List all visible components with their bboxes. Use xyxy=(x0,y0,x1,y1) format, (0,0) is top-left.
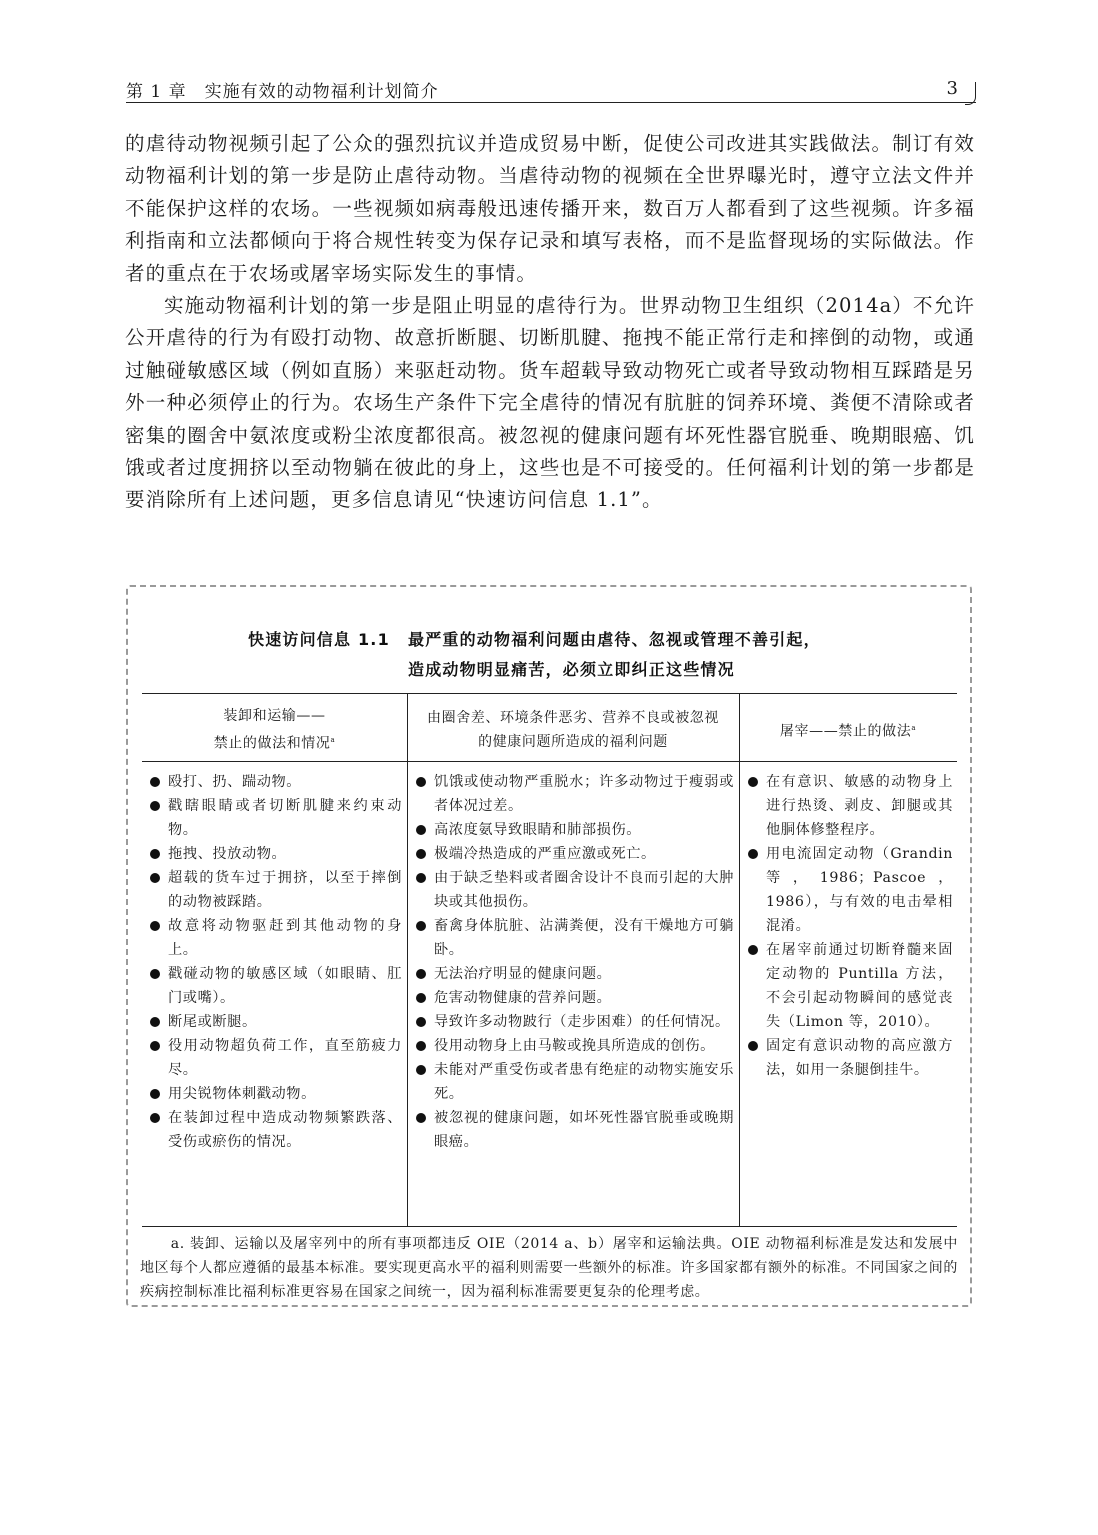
list-item xyxy=(742,842,953,938)
list-item-text: 危害动物健康的营养问题。 xyxy=(434,990,612,1006)
list-item xyxy=(144,866,402,914)
list-item xyxy=(742,938,953,1034)
chapter-title: 第 1 章 实施有效的动物福利计划简介 xyxy=(126,82,439,102)
bullet-icon xyxy=(748,777,758,787)
welfare-table xyxy=(142,693,957,1227)
column-header-slaughter xyxy=(739,702,957,758)
list-item-text: 役用动物超负荷工作，直至筋疲力尽。 xyxy=(168,1038,402,1078)
bullet-icon xyxy=(416,969,426,979)
bullet-icon xyxy=(416,1041,426,1051)
bullet-icon xyxy=(416,1065,426,1075)
list-item-text: 在屠宰前通过切断脊髓来固定动物的 Puntilla 方法，不会引起动物瞬间的感觉丧失（Limon 等，2010）。 xyxy=(766,942,953,1030)
list-item-text: 役用动物身上由马鞍或挽具所造成的创伤。 xyxy=(434,1038,715,1054)
list-item-text: 用尖锐物体刺戳动物。 xyxy=(168,1086,316,1102)
list-item-text: 无法治疗明显的健康问题。 xyxy=(434,966,612,982)
bullet-icon xyxy=(416,777,426,787)
footnote-marker: a xyxy=(911,724,917,733)
list-item-text: 被忽视的健康问题，如坏死性器官脱垂或晚期眼癌。 xyxy=(434,1110,734,1150)
box-title xyxy=(248,625,948,685)
bullet-icon xyxy=(150,849,160,859)
list-item xyxy=(410,962,734,986)
bullet-icon xyxy=(416,825,426,835)
list-item xyxy=(144,794,402,842)
header-corner-decoration xyxy=(965,82,976,105)
list-item xyxy=(742,1034,953,1082)
paragraph-1: 的虐待动物视频引起了公众的强烈抗议并造成贸易中断，促使公司改进其实践做法。制订有效动物福利计划的第一步是防止虐待动物。当虐待动物的视频在全世界曝光时，遵守立法文件并不能保护这样的农场。一些视频如病毒般迅速传播开来，数百万人都看到了这些视频。许多福利指南和立法都倾向于将合规性转变为保存记录和填写表格，而不是监督现场的实际做法。作者的重点在于农场或屠宰场实际发生的事情。 xyxy=(125,132,975,285)
bullet-icon xyxy=(748,945,758,955)
column-header-housing xyxy=(407,702,739,758)
list-item xyxy=(144,914,402,962)
paragraph-2: 实施动物福利计划的第一步是阻止明显的虐待行为。世界动物卫生组织（2014a）不允许公开虐待的行为有殴打动物、故意折断腿、切断肌腱、拖拽不能正常行走和摔倒的动物，或通过触碰敏感区域（例如直肠）来驱赶动物。货车超载导致动物死亡或者导致动物相互踩踏是另外一种必须停止的行为。农场生产条件下完全虐待的情况有肮脏的饲养环境、粪便不清除或者密集的圈舍中氨浓度或粉尘浓度都很高。被忽视的健康问题有坏死性器官脱垂、晚期眼癌、饥饿或者过度拥挤以至动物躺在彼此的身上，这些也是不可接受的。任何福利计划的第一步都是要消除所有上述问题，更多信息请见“快速访问信息 1.1”。 xyxy=(125,294,975,512)
list-item xyxy=(410,1058,734,1106)
list-item xyxy=(410,842,734,866)
list-item xyxy=(144,1010,402,1034)
list-item-text: 由于缺乏垫料或者圈舍设计不良而引起的大肿块或其他损伤。 xyxy=(434,870,734,910)
column-header-transport xyxy=(142,702,407,758)
box-title-line-1: 最严重的动物福利问题由虐待、忽视或管理不善引起， xyxy=(408,630,821,649)
bullet-icon xyxy=(150,801,160,811)
list-item xyxy=(410,914,734,962)
list-item xyxy=(410,1010,734,1034)
list-item xyxy=(144,962,402,1010)
list-item xyxy=(410,1106,734,1154)
list-item-text: 未能对严重受伤或者患有绝症的动物实施安乐死。 xyxy=(434,1062,734,1102)
list-item-text: 超载的货车过于拥挤，以至于摔倒的动物被踩踏。 xyxy=(168,870,402,910)
page-number: 3 xyxy=(946,78,958,99)
list-item-text: 在装卸过程中造成动物频繁跌落、受伤或瘀伤的情况。 xyxy=(168,1110,402,1150)
column-header-line: 装卸和运输—— xyxy=(223,708,326,725)
list-item xyxy=(144,842,402,866)
list-item xyxy=(144,1082,402,1106)
list-item xyxy=(144,1034,402,1082)
bullet-icon xyxy=(150,1017,160,1027)
list-item xyxy=(410,1034,734,1058)
list-item xyxy=(410,770,734,818)
table-header-rule xyxy=(142,761,957,762)
bullet-icon xyxy=(150,969,160,979)
column-divider xyxy=(739,694,740,1226)
list-item-text: 畜禽身体肮脏、沾满粪便，没有干燥地方可躺卧。 xyxy=(434,918,734,958)
footnote-marker: a xyxy=(330,736,336,745)
list-item xyxy=(410,986,734,1010)
list-item xyxy=(144,1106,402,1154)
list-item xyxy=(742,770,953,842)
list-item-text: 断尾或断腿。 xyxy=(168,1014,257,1030)
list-item-text: 殴打、扔、踹动物。 xyxy=(168,774,302,790)
list-item xyxy=(410,818,734,842)
list-item-text: 饥饿或使动物严重脱水；许多动物过于瘦弱或者体况过差。 xyxy=(434,774,734,814)
list-item-text: 在有意识、敏感的动物身上进行热烫、剥皮、卸腿或其他胴体修整程序。 xyxy=(766,774,953,838)
column-header-line: 屠宰——禁止的做法 xyxy=(779,723,912,740)
box-label: 快速访问信息 1.1 xyxy=(248,630,390,649)
bullet-icon xyxy=(748,849,758,859)
bullet-icon xyxy=(150,921,160,931)
column-header-line: 禁止的做法和情况 xyxy=(213,735,331,752)
bullet-icon xyxy=(416,873,426,883)
column-header-line: 由圈舍差、环境条件恶劣、营养不良或被忽视 xyxy=(427,710,719,726)
column-housing-items xyxy=(410,770,734,1154)
bullet-icon xyxy=(150,1089,160,1099)
column-slaughter-items xyxy=(742,770,953,1082)
list-item-text: 戳瞎眼睛或者切断肌腱来约束动物。 xyxy=(168,798,402,838)
list-item-text: 导致许多动物跛行（走步困难）的任何情况。 xyxy=(434,1014,730,1030)
bullet-icon xyxy=(416,1017,426,1027)
bullet-icon xyxy=(150,1041,160,1051)
bullet-icon xyxy=(416,993,426,1003)
box-title-line-2: 造成动物明显痛苦，必须立即纠正这些情况 xyxy=(408,660,735,679)
bullet-icon xyxy=(150,873,160,883)
bullet-icon xyxy=(416,1113,426,1123)
column-header-line: 的健康问题所造成的福利问题 xyxy=(478,734,668,750)
list-item-text: 故意将动物驱赶到其他动物的身上。 xyxy=(168,918,402,958)
bullet-icon xyxy=(748,1041,758,1051)
list-item-text: 极端冷热造成的严重应激或死亡。 xyxy=(434,846,656,862)
column-transport-items xyxy=(144,770,402,1154)
bullet-icon xyxy=(416,849,426,859)
bullet-icon xyxy=(416,921,426,931)
list-item xyxy=(410,866,734,914)
running-header xyxy=(126,74,976,103)
table-footnote: a. 装卸、运输以及屠宰列中的所有事项都违反 OIE（2014 a、b）屠宰和运输法典。OIE 动物福利标准是发达和发展中地区每个人都应遵循的最基本标准。要实现更高水平的福利则需要一些额外的标准。许多国家都有额外的标准。不同国家之间的疾病控制标准比福利标准更容易在国家之间统一，因为福利标准需要更复杂的伦理考虑。 xyxy=(140,1236,958,1300)
list-item-text: 拖拽、投放动物。 xyxy=(168,846,287,862)
list-item-text: 戳碰动物的敏感区域（如眼睛、肛门或嘴）。 xyxy=(168,966,402,1006)
column-divider xyxy=(407,694,408,1226)
list-item-text: 固定有意识动物的高应激方法，如用一条腿倒挂牛。 xyxy=(766,1038,953,1078)
list-item-text: 用电流固定动物（Grandin 等，1986；Pascoe，1986），与有效的电击晕相混淆。 xyxy=(766,846,953,934)
list-item-text: 高浓度氨导致眼睛和肺部损伤。 xyxy=(434,822,642,838)
list-item xyxy=(144,770,402,794)
bullet-icon xyxy=(150,777,160,787)
body-text xyxy=(125,128,975,517)
bullet-icon xyxy=(150,1113,160,1123)
